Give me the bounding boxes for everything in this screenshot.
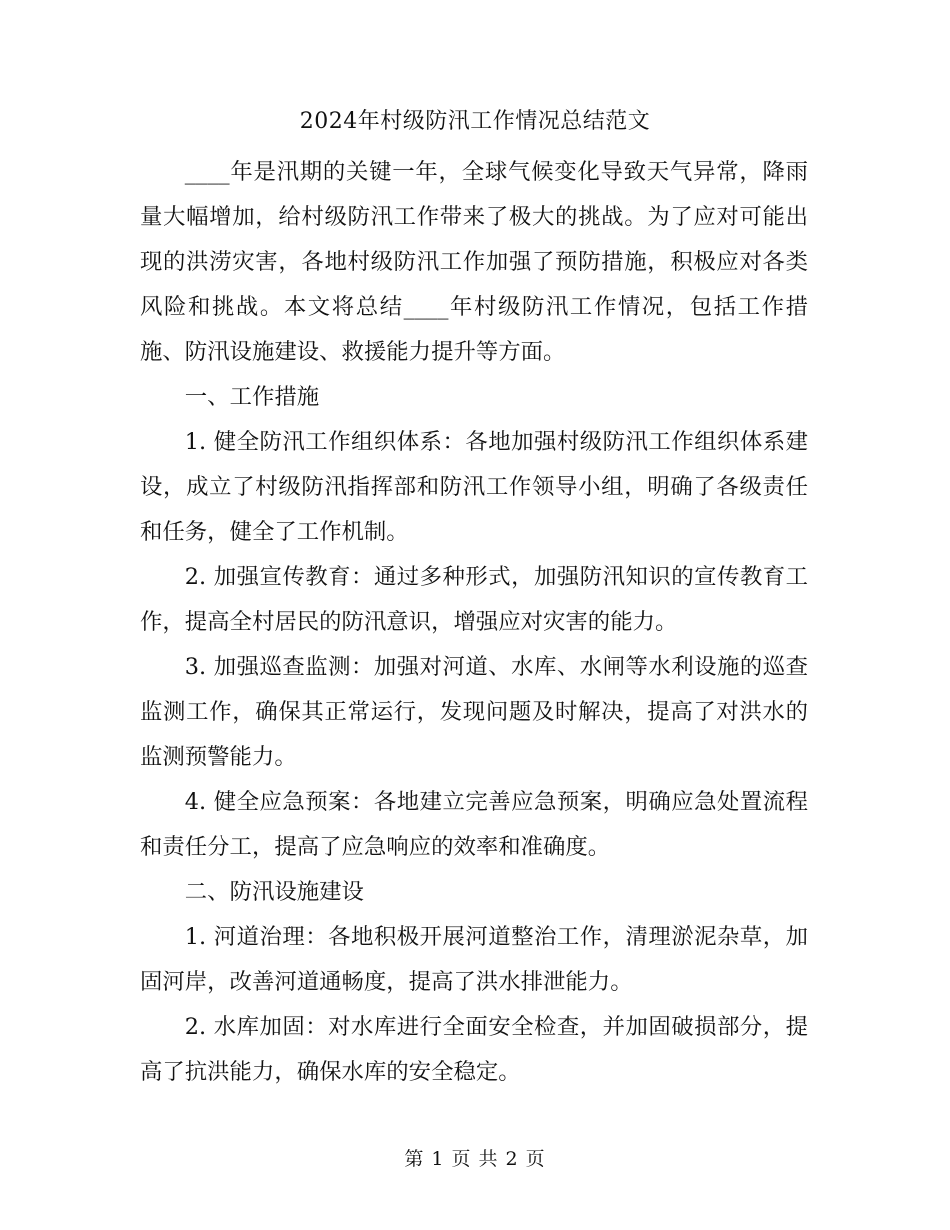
paragraph-2-1: 1. 河道治理：各地积极开展河道整治工作，清理淤泥杂草，加固河岸，改善河道通畅度，提高了洪水排泄能力。 [140,924,808,995]
paragraph-1-4: 4. 健全应急预案：各地建立完善应急预案，明确应急处置流程和责任分工，提高了应急响应的效率和准确度。 [140,789,808,860]
page-footer: 第 1 页 共 2 页 [404,1148,546,1170]
paragraph-1-3: 3. 加强巡查监测：加强对河道、水库、水闸等水利设施的巡查监测工作，确保其正常运行，发现问题及时解决，提高了对洪水的监测预警能力。 [140,654,808,770]
section-heading-2: 二、防汛设施建设 [184,879,364,905]
document-title: 2024年村级防汛工作情况总结范文 [299,109,651,134]
section-heading-1: 一、工作措施 [184,384,320,410]
paragraph-2-2: 2. 水库加固：对水库进行全面安全检查，并加固破损部分，提高了抗洪能力，确保水库的安全稳定。 [140,1014,808,1085]
paragraph-1-2: 2. 加强宣传教育：通过多种形式，加强防汛知识的宣传教育工作，提高全村居民的防汛意识，增强应对灾害的能力。 [140,564,808,635]
paragraph-1-1: 1. 健全防汛工作组织体系：各地加强村级防汛工作组织体系建设，成立了村级防汛指挥部和防汛工作领导小组，明确了各级责任和任务，健全了工作机制。 [140,429,808,545]
paragraph-intro: ____年是汛期的关键一年，全球气候变化导致天气异常，降雨量大幅增加，给村级防汛工作带来了极大的挑战。为了应对可能出现的洪涝灾害，各地村级防汛工作加强了预防措施，积极应对各类风险和挑战。本文将总结____年村级防汛工作情况，包括工作措施、防汛设施建设、救援能力提升等方面。 [140,159,808,365]
document-body [140,150,808,1095]
